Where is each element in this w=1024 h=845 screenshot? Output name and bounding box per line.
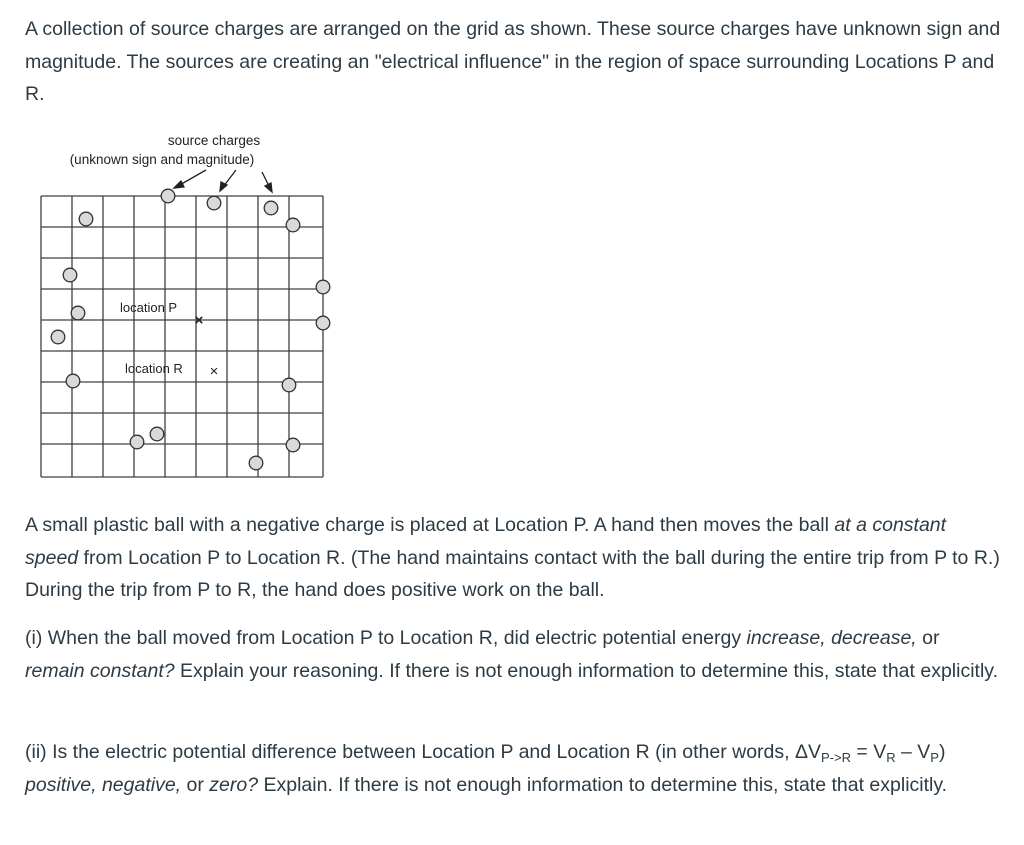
q1-italic-2: remain constant? [25,659,175,682]
ball-text-1: A small plastic ball with a negative charge is placed at Location P. A hand then moves the ball [25,514,835,536]
source-charge [71,306,85,320]
figure-label-unknown-sign: (unknown sign and magnitude) [69,152,255,167]
location-p-label: location P [120,300,178,315]
q2-text-4: ) [938,741,946,763]
figure-label-source-charges: source charges [167,133,261,148]
source-charges [51,189,330,470]
ball-text-italic: at a constant speed [25,514,947,569]
source-charge [316,280,330,294]
source-charge [286,218,300,232]
q1-text-2: or [916,627,940,649]
source-charge [130,435,144,449]
source-charge [286,438,300,452]
q2-italic-2: zero? [209,773,259,796]
q2-text-5: or [181,773,210,796]
intro-paragraph: A collection of source charges are arranged on the grid as shown. These source charges have unknown sign and magnitude. The sources are creating an "electrical influence" in the region of space surrounding Locations P and R. [25,18,1001,105]
question-2 [25,736,1002,801]
q2-sub-3: P [930,750,939,765]
pointer-arrows [174,170,272,192]
question-1 [25,622,1002,687]
source-charge [51,330,65,344]
source-charge [264,201,278,215]
q2-text-3: – V [895,741,931,763]
source-charge [79,212,93,226]
grid [41,196,323,477]
q2-sub-1: P->R [821,750,851,765]
q2-italic-1: positive, negative, [25,773,182,796]
source-charge [249,456,263,470]
q2-sub-2: R [886,750,896,765]
location-r-label: location R [125,361,183,376]
source-charge [316,316,330,330]
q1-text-1: (i) When the ball moved from Location P to Location R, did electric potential energy [25,627,747,649]
ball-paragraph [25,509,1002,607]
q1-italic-1: increase, decrease, [746,627,917,649]
location-r-marker: × [209,363,219,380]
q2-text-6: Explain. If there is not enough information to determine this, state that explicitly. [258,773,948,796]
source-charge [207,196,221,210]
source-charge [282,378,296,392]
source-charge [63,268,77,282]
source-charges-figure [38,126,338,482]
q1-text-3: Explain your reasoning. If there is not enough information to determine this, state that explicitly. [174,659,999,682]
q2-text-2: = V [850,741,887,763]
q2-text-1: (ii) Is the electric potential difference between Location P and Location R (in other words, ΔV [25,741,821,763]
source-charge [161,189,175,203]
source-charge [150,427,164,441]
ball-text-2: from Location P to Location R. (The hand maintains contact with the ball during the entire trip from P to R.) During the trip from P to R, the hand does positive work on the ball. [25,546,1000,601]
source-charge [66,374,80,388]
location-p-marker: × [194,312,204,329]
arrowhead-1 [174,181,184,188]
arrowhead-3 [265,183,272,192]
